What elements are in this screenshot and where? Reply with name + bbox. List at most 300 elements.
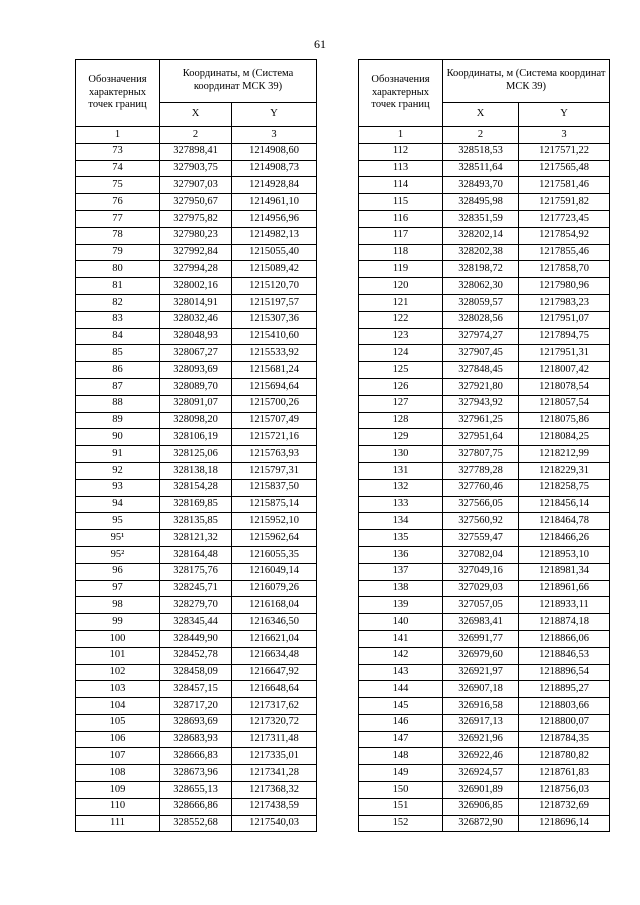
table-row xyxy=(76,429,317,446)
x-coordinate-cell: 328098,20 xyxy=(160,412,232,429)
point-id-cell: 117 xyxy=(359,227,443,244)
point-id-cell: 81 xyxy=(76,278,160,295)
y-coordinate-cell: 1218756,03 xyxy=(519,782,610,799)
y-coordinate-cell: 1215533,92 xyxy=(232,345,317,362)
x-coordinate-cell: 328457,15 xyxy=(160,681,232,698)
table-row xyxy=(76,328,317,345)
y-coordinate-cell: 1216634,48 xyxy=(232,647,317,664)
point-id-cell: 127 xyxy=(359,395,443,412)
y-coordinate-cell: 1217894,75 xyxy=(519,328,610,345)
table-row xyxy=(359,647,610,664)
y-coordinate-cell: 1215307,36 xyxy=(232,311,317,328)
point-id-cell: 90 xyxy=(76,429,160,446)
table-row xyxy=(76,362,317,379)
point-id-cell: 92 xyxy=(76,462,160,479)
table-row xyxy=(359,345,610,362)
y-coordinate-cell: 1217317,62 xyxy=(232,698,317,715)
table-row xyxy=(359,143,610,160)
table-row xyxy=(359,160,610,177)
x-coordinate-cell: 327049,16 xyxy=(443,563,519,580)
x-coordinate-cell: 327974,27 xyxy=(443,328,519,345)
y-coordinate-cell: 1217983,23 xyxy=(519,294,610,311)
table-row xyxy=(76,227,317,244)
table-row xyxy=(76,798,317,815)
table-row xyxy=(359,782,610,799)
y-coordinate-cell: 1216055,35 xyxy=(232,546,317,563)
y-coordinate-cell: 1218456,14 xyxy=(519,496,610,513)
y-coordinate-cell: 1215120,70 xyxy=(232,278,317,295)
y-coordinate-cell: 1216168,04 xyxy=(232,597,317,614)
table-row xyxy=(76,597,317,614)
x-coordinate-cell: 328138,18 xyxy=(160,462,232,479)
x-coordinate-cell: 326872,90 xyxy=(443,815,519,832)
point-id-cell: 141 xyxy=(359,630,443,647)
x-coordinate-cell: 327848,45 xyxy=(443,362,519,379)
x-coordinate-cell: 328518,53 xyxy=(443,143,519,160)
table-row xyxy=(76,462,317,479)
table-row xyxy=(359,714,610,731)
point-id-cell: 88 xyxy=(76,395,160,412)
point-id-cell: 125 xyxy=(359,362,443,379)
x-coordinate-cell: 328666,86 xyxy=(160,798,232,815)
table-row xyxy=(76,244,317,261)
x-coordinate-cell: 326922,46 xyxy=(443,748,519,765)
header-point-label: Обозначения характерных точек границ xyxy=(359,60,443,127)
table-row xyxy=(76,395,317,412)
table-row xyxy=(359,194,610,211)
point-id-cell: 140 xyxy=(359,614,443,631)
table-row xyxy=(76,278,317,295)
table-row xyxy=(76,294,317,311)
point-id-cell: 143 xyxy=(359,664,443,681)
table-row xyxy=(359,294,610,311)
table-row xyxy=(76,446,317,463)
x-coordinate-cell: 327898,41 xyxy=(160,143,232,160)
table-row xyxy=(76,513,317,530)
table-row xyxy=(76,530,317,547)
point-id-cell: 105 xyxy=(76,714,160,731)
header-column-number: 1 xyxy=(76,127,160,144)
y-coordinate-cell: 1217581,46 xyxy=(519,177,610,194)
table-row xyxy=(359,278,610,295)
table-row xyxy=(359,664,610,681)
page-number: 61 xyxy=(314,37,326,51)
y-coordinate-cell: 1215952,10 xyxy=(232,513,317,530)
x-coordinate-cell: 327951,64 xyxy=(443,429,519,446)
x-coordinate-cell: 328683,93 xyxy=(160,731,232,748)
x-coordinate-cell: 328032,46 xyxy=(160,311,232,328)
y-coordinate-cell: 1218846,53 xyxy=(519,647,610,664)
table-row xyxy=(359,311,610,328)
table-row xyxy=(359,530,610,547)
y-coordinate-cell: 1215962,64 xyxy=(232,530,317,547)
point-id-cell: 73 xyxy=(76,143,160,160)
x-coordinate-cell: 328125,06 xyxy=(160,446,232,463)
point-id-cell: 113 xyxy=(359,160,443,177)
y-coordinate-cell: 1215055,40 xyxy=(232,244,317,261)
table-row xyxy=(359,815,610,832)
table-row xyxy=(359,244,610,261)
table-row xyxy=(76,378,317,395)
y-coordinate-cell: 1217723,45 xyxy=(519,210,610,227)
table-row xyxy=(359,765,610,782)
point-id-cell: 147 xyxy=(359,731,443,748)
x-coordinate-cell: 327921,80 xyxy=(443,378,519,395)
y-coordinate-cell: 1217854,92 xyxy=(519,227,610,244)
point-id-cell: 148 xyxy=(359,748,443,765)
x-coordinate-cell: 328121,32 xyxy=(160,530,232,547)
y-coordinate-cell: 1214928,84 xyxy=(232,177,317,194)
x-coordinate-cell: 326917,13 xyxy=(443,714,519,731)
x-coordinate-cell: 327980,23 xyxy=(160,227,232,244)
y-coordinate-cell: 1214908,60 xyxy=(232,143,317,160)
point-id-cell: 123 xyxy=(359,328,443,345)
table-row xyxy=(76,630,317,647)
y-coordinate-cell: 1218007,42 xyxy=(519,362,610,379)
point-id-cell: 131 xyxy=(359,462,443,479)
x-coordinate-cell: 327760,46 xyxy=(443,479,519,496)
x-coordinate-cell: 328202,14 xyxy=(443,227,519,244)
table-row xyxy=(76,714,317,731)
y-coordinate-cell: 1218696,14 xyxy=(519,815,610,832)
point-id-cell: 129 xyxy=(359,429,443,446)
x-coordinate-cell: 327789,28 xyxy=(443,462,519,479)
x-coordinate-cell: 328154,28 xyxy=(160,479,232,496)
y-coordinate-cell: 1218961,66 xyxy=(519,580,610,597)
table-row xyxy=(76,546,317,563)
point-id-cell: 77 xyxy=(76,210,160,227)
table-row xyxy=(359,395,610,412)
point-id-cell: 150 xyxy=(359,782,443,799)
x-coordinate-cell: 326979,60 xyxy=(443,647,519,664)
table-row xyxy=(359,798,610,815)
x-coordinate-cell: 328673,96 xyxy=(160,765,232,782)
y-coordinate-cell: 1217858,70 xyxy=(519,261,610,278)
y-coordinate-cell: 1217311,48 xyxy=(232,731,317,748)
table-row xyxy=(76,731,317,748)
x-coordinate-cell: 327907,03 xyxy=(160,177,232,194)
table-row xyxy=(76,563,317,580)
x-coordinate-cell: 326907,18 xyxy=(443,681,519,698)
table-row xyxy=(359,378,610,395)
x-coordinate-cell: 328279,70 xyxy=(160,597,232,614)
table-row xyxy=(359,563,610,580)
table-row xyxy=(359,328,610,345)
y-coordinate-cell: 1218784,35 xyxy=(519,731,610,748)
point-id-cell: 128 xyxy=(359,412,443,429)
y-coordinate-cell: 1215875,14 xyxy=(232,496,317,513)
y-coordinate-cell: 1218084,25 xyxy=(519,429,610,446)
y-coordinate-cell: 1217335,01 xyxy=(232,748,317,765)
table-row xyxy=(76,479,317,496)
point-id-cell: 94 xyxy=(76,496,160,513)
point-id-cell: 74 xyxy=(76,160,160,177)
table-row xyxy=(359,429,610,446)
y-coordinate-cell: 1216049,14 xyxy=(232,563,317,580)
point-id-cell: 121 xyxy=(359,294,443,311)
point-id-cell: 95¹ xyxy=(76,530,160,547)
x-coordinate-cell: 327950,67 xyxy=(160,194,232,211)
table-row xyxy=(359,580,610,597)
x-coordinate-cell: 328198,72 xyxy=(443,261,519,278)
header-coords-label: Координаты, м (Система координат МСК 39) xyxy=(443,60,610,103)
y-coordinate-cell: 1215837,50 xyxy=(232,479,317,496)
y-coordinate-cell: 1215763,93 xyxy=(232,446,317,463)
y-coordinate-cell: 1217951,31 xyxy=(519,345,610,362)
y-coordinate-cell: 1217438,59 xyxy=(232,798,317,815)
y-coordinate-cell: 1217565,48 xyxy=(519,160,610,177)
table-row xyxy=(359,462,610,479)
y-coordinate-cell: 1214908,73 xyxy=(232,160,317,177)
y-coordinate-cell: 1216621,04 xyxy=(232,630,317,647)
header-point-label: Обозначения характерных точек границ xyxy=(76,60,160,127)
point-id-cell: 122 xyxy=(359,311,443,328)
y-coordinate-cell: 1216647,92 xyxy=(232,664,317,681)
header-x: X xyxy=(160,102,232,126)
x-coordinate-cell: 327029,03 xyxy=(443,580,519,597)
x-coordinate-cell: 326991,77 xyxy=(443,630,519,647)
y-coordinate-cell: 1218464,78 xyxy=(519,513,610,530)
point-id-cell: 91 xyxy=(76,446,160,463)
x-coordinate-cell: 327560,92 xyxy=(443,513,519,530)
point-id-cell: 130 xyxy=(359,446,443,463)
table-row xyxy=(359,177,610,194)
x-coordinate-cell: 326901,89 xyxy=(443,782,519,799)
point-id-cell: 103 xyxy=(76,681,160,698)
y-coordinate-cell: 1218953,10 xyxy=(519,546,610,563)
x-coordinate-cell: 328067,27 xyxy=(160,345,232,362)
x-coordinate-cell: 328693,69 xyxy=(160,714,232,731)
point-id-cell: 93 xyxy=(76,479,160,496)
point-id-cell: 135 xyxy=(359,530,443,547)
y-coordinate-cell: 1218078,54 xyxy=(519,378,610,395)
point-id-cell: 96 xyxy=(76,563,160,580)
y-coordinate-cell: 1215681,24 xyxy=(232,362,317,379)
y-coordinate-cell: 1214982,13 xyxy=(232,227,317,244)
point-id-cell: 118 xyxy=(359,244,443,261)
x-coordinate-cell: 326916,58 xyxy=(443,698,519,715)
y-coordinate-cell: 1218896,54 xyxy=(519,664,610,681)
point-id-cell: 119 xyxy=(359,261,443,278)
point-id-cell: 126 xyxy=(359,378,443,395)
y-coordinate-cell: 1216648,64 xyxy=(232,681,317,698)
table-row xyxy=(76,210,317,227)
header-column-number: 2 xyxy=(443,127,519,144)
x-coordinate-cell: 328014,91 xyxy=(160,294,232,311)
x-coordinate-cell: 327943,92 xyxy=(443,395,519,412)
point-id-cell: 152 xyxy=(359,815,443,832)
table-row xyxy=(76,748,317,765)
table-row xyxy=(76,765,317,782)
point-id-cell: 79 xyxy=(76,244,160,261)
point-id-cell: 104 xyxy=(76,698,160,715)
point-id-cell: 114 xyxy=(359,177,443,194)
table-row xyxy=(359,513,610,530)
header-column-number: 2 xyxy=(160,127,232,144)
point-id-cell: 87 xyxy=(76,378,160,395)
y-coordinate-cell: 1214961,10 xyxy=(232,194,317,211)
y-coordinate-cell: 1218803,66 xyxy=(519,698,610,715)
point-id-cell: 101 xyxy=(76,647,160,664)
x-coordinate-cell: 327903,75 xyxy=(160,160,232,177)
table-row xyxy=(359,546,610,563)
y-coordinate-cell: 1217980,96 xyxy=(519,278,610,295)
table-row xyxy=(76,412,317,429)
point-id-cell: 89 xyxy=(76,412,160,429)
y-coordinate-cell: 1216346,50 xyxy=(232,614,317,631)
y-coordinate-cell: 1218895,27 xyxy=(519,681,610,698)
x-coordinate-cell: 328062,30 xyxy=(443,278,519,295)
table-row xyxy=(76,311,317,328)
table-row xyxy=(76,194,317,211)
x-coordinate-cell: 328135,85 xyxy=(160,513,232,530)
y-coordinate-cell: 1215707,49 xyxy=(232,412,317,429)
header-column-number: 3 xyxy=(519,127,610,144)
point-id-cell: 136 xyxy=(359,546,443,563)
point-id-cell: 107 xyxy=(76,748,160,765)
y-coordinate-cell: 1217951,07 xyxy=(519,311,610,328)
x-coordinate-cell: 328048,93 xyxy=(160,328,232,345)
point-id-cell: 100 xyxy=(76,630,160,647)
point-id-cell: 110 xyxy=(76,798,160,815)
point-id-cell: 146 xyxy=(359,714,443,731)
y-coordinate-cell: 1215410,60 xyxy=(232,328,317,345)
point-id-cell: 132 xyxy=(359,479,443,496)
y-coordinate-cell: 1217571,22 xyxy=(519,143,610,160)
point-id-cell: 151 xyxy=(359,798,443,815)
y-coordinate-cell: 1218981,34 xyxy=(519,563,610,580)
header-column-number: 3 xyxy=(232,127,317,144)
y-coordinate-cell: 1215700,26 xyxy=(232,395,317,412)
x-coordinate-cell: 328452,78 xyxy=(160,647,232,664)
table-row xyxy=(359,731,610,748)
table-row xyxy=(76,698,317,715)
table-row xyxy=(76,681,317,698)
point-id-cell: 76 xyxy=(76,194,160,211)
x-coordinate-cell: 328164,48 xyxy=(160,546,232,563)
point-id-cell: 82 xyxy=(76,294,160,311)
y-coordinate-cell: 1217540,03 xyxy=(232,815,317,832)
table-row xyxy=(359,496,610,513)
x-coordinate-cell: 327082,04 xyxy=(443,546,519,563)
x-coordinate-cell: 326924,57 xyxy=(443,765,519,782)
table-row xyxy=(76,580,317,597)
y-coordinate-cell: 1218874,18 xyxy=(519,614,610,631)
table-row xyxy=(76,143,317,160)
point-id-cell: 111 xyxy=(76,815,160,832)
table-row xyxy=(359,210,610,227)
table-row xyxy=(359,261,610,278)
x-coordinate-cell: 327559,47 xyxy=(443,530,519,547)
x-coordinate-cell: 327807,75 xyxy=(443,446,519,463)
y-coordinate-cell: 1218732,69 xyxy=(519,798,610,815)
x-coordinate-cell: 328493,70 xyxy=(443,177,519,194)
point-id-cell: 86 xyxy=(76,362,160,379)
point-id-cell: 139 xyxy=(359,597,443,614)
x-coordinate-cell: 328106,19 xyxy=(160,429,232,446)
table-row xyxy=(359,681,610,698)
x-coordinate-cell: 328028,56 xyxy=(443,311,519,328)
point-id-cell: 75 xyxy=(76,177,160,194)
x-coordinate-cell: 328666,83 xyxy=(160,748,232,765)
y-coordinate-cell: 1215797,31 xyxy=(232,462,317,479)
table-row xyxy=(76,177,317,194)
x-coordinate-cell: 328511,64 xyxy=(443,160,519,177)
point-id-cell: 80 xyxy=(76,261,160,278)
table-row xyxy=(359,614,610,631)
table-row xyxy=(76,345,317,362)
table-row xyxy=(76,664,317,681)
x-coordinate-cell: 328093,69 xyxy=(160,362,232,379)
point-id-cell: 98 xyxy=(76,597,160,614)
x-coordinate-cell: 327975,82 xyxy=(160,210,232,227)
point-id-cell: 108 xyxy=(76,765,160,782)
x-coordinate-cell: 328091,07 xyxy=(160,395,232,412)
x-coordinate-cell: 326983,41 xyxy=(443,614,519,631)
header-y: Y xyxy=(232,102,317,126)
table-row xyxy=(359,630,610,647)
point-id-cell: 83 xyxy=(76,311,160,328)
point-id-cell: 112 xyxy=(359,143,443,160)
x-coordinate-cell: 327907,45 xyxy=(443,345,519,362)
header-x: X xyxy=(443,102,519,126)
table-row xyxy=(359,748,610,765)
table-row xyxy=(359,597,610,614)
point-id-cell: 95² xyxy=(76,546,160,563)
x-coordinate-cell: 328002,16 xyxy=(160,278,232,295)
y-coordinate-cell: 1216079,26 xyxy=(232,580,317,597)
x-coordinate-cell: 328059,57 xyxy=(443,294,519,311)
point-id-cell: 95 xyxy=(76,513,160,530)
point-id-cell: 99 xyxy=(76,614,160,631)
x-coordinate-cell: 328449,90 xyxy=(160,630,232,647)
x-coordinate-cell: 327994,28 xyxy=(160,261,232,278)
y-coordinate-cell: 1215721,16 xyxy=(232,429,317,446)
y-coordinate-cell: 1217855,46 xyxy=(519,244,610,261)
x-coordinate-cell: 328345,44 xyxy=(160,614,232,631)
table-row xyxy=(359,362,610,379)
point-id-cell: 138 xyxy=(359,580,443,597)
x-coordinate-cell: 326921,97 xyxy=(443,664,519,681)
x-coordinate-cell: 328245,71 xyxy=(160,580,232,597)
x-coordinate-cell: 328458,09 xyxy=(160,664,232,681)
point-id-cell: 124 xyxy=(359,345,443,362)
table-row xyxy=(76,496,317,513)
x-coordinate-cell: 328089,70 xyxy=(160,378,232,395)
x-coordinate-cell: 326921,96 xyxy=(443,731,519,748)
y-coordinate-cell: 1218933,11 xyxy=(519,597,610,614)
table-row xyxy=(359,446,610,463)
point-id-cell: 109 xyxy=(76,782,160,799)
y-coordinate-cell: 1215197,57 xyxy=(232,294,317,311)
table-row xyxy=(76,815,317,832)
x-coordinate-cell: 328169,85 xyxy=(160,496,232,513)
x-coordinate-cell: 328717,20 xyxy=(160,698,232,715)
table-row xyxy=(359,412,610,429)
y-coordinate-cell: 1215694,64 xyxy=(232,378,317,395)
y-coordinate-cell: 1218780,82 xyxy=(519,748,610,765)
y-coordinate-cell: 1218466,26 xyxy=(519,530,610,547)
y-coordinate-cell: 1218800,07 xyxy=(519,714,610,731)
table-row xyxy=(359,479,610,496)
y-coordinate-cell: 1218258,75 xyxy=(519,479,610,496)
table-row xyxy=(359,227,610,244)
point-id-cell: 78 xyxy=(76,227,160,244)
x-coordinate-cell: 327961,25 xyxy=(443,412,519,429)
y-coordinate-cell: 1217320,72 xyxy=(232,714,317,731)
y-coordinate-cell: 1217341,28 xyxy=(232,765,317,782)
point-id-cell: 145 xyxy=(359,698,443,715)
